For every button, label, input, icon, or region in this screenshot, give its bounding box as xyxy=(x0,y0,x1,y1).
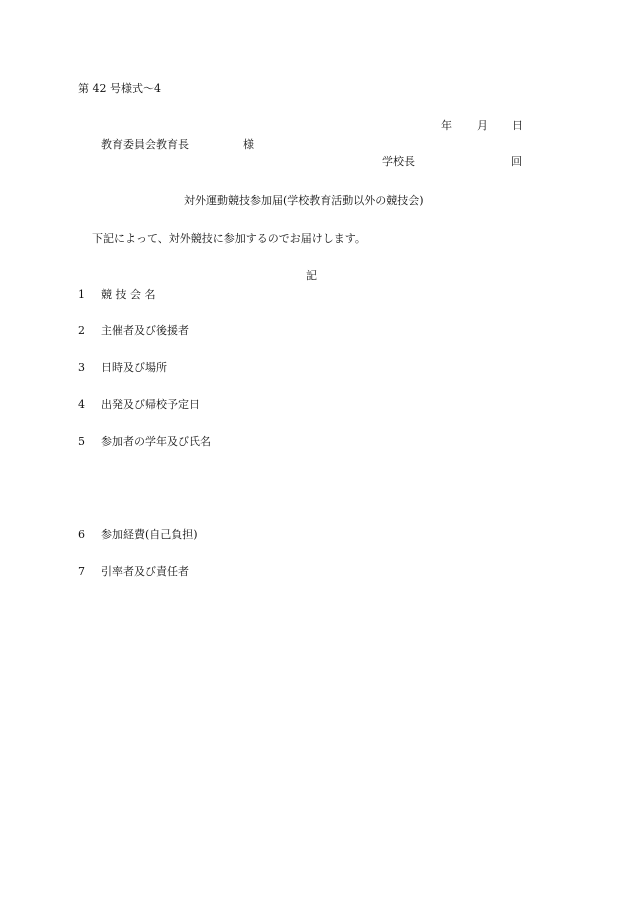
form-number: 第 42 号様式〜4 xyxy=(78,82,161,95)
item-label: 出発及び帰校予定日 xyxy=(101,398,200,411)
seal-mark: 回 xyxy=(511,155,522,168)
addressee-title: 教育委員会教育長 xyxy=(101,138,189,151)
item-label: 参加経費(自己負担) xyxy=(101,528,198,541)
addressee-honorific: 様 xyxy=(243,138,254,151)
item-label: 競 技 会 名 xyxy=(101,288,156,301)
item-label: 日時及び場所 xyxy=(101,361,167,374)
item-number: 6 xyxy=(78,528,85,541)
item-label: 参加者の学年及び氏名 xyxy=(101,435,211,448)
item-label: 引率者及び責任者 xyxy=(101,565,189,578)
ki-heading: 記 xyxy=(306,269,317,282)
intro-text: 下記によって、対外競技に参加するのでお届けします。 xyxy=(92,232,366,245)
item-number: 4 xyxy=(78,398,85,411)
item-number: 5 xyxy=(78,435,85,448)
item-number: 3 xyxy=(78,361,85,374)
date-day-label: 日 xyxy=(512,119,523,132)
sender-title: 学校長 xyxy=(382,155,415,168)
item-number: 1 xyxy=(78,288,85,301)
date-year-label: 年 xyxy=(441,119,452,132)
item-number: 2 xyxy=(78,324,85,337)
document-title: 対外運動競技参加届(学校教育活動以外の競技会) xyxy=(184,194,424,207)
item-label: 主催者及び後援者 xyxy=(101,324,189,337)
date-month-label: 月 xyxy=(477,119,488,132)
item-number: 7 xyxy=(78,565,85,578)
